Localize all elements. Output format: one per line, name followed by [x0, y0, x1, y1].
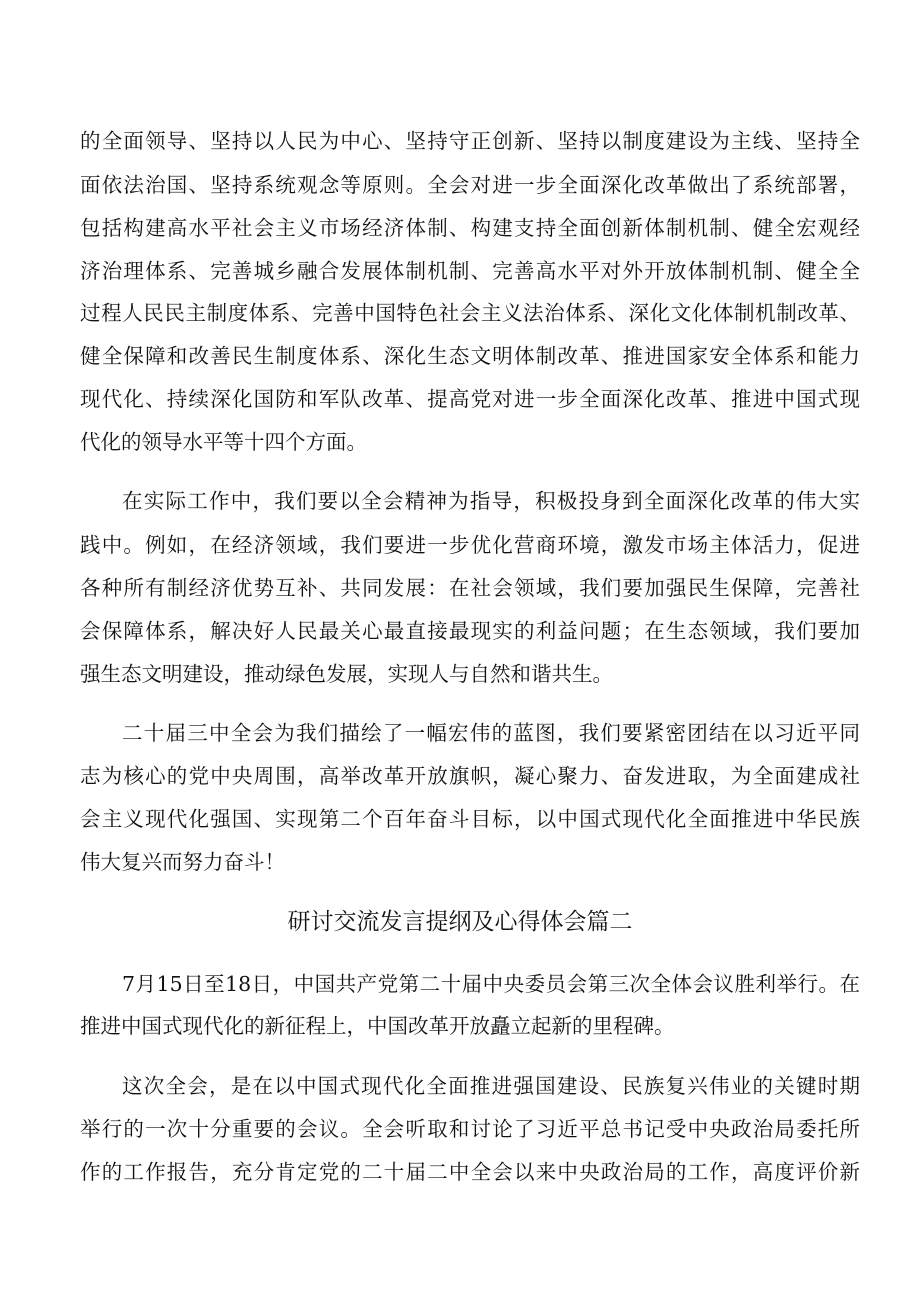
text-line: 健全保障和改善民生制度体系、深化生态文明体制改革、推进国家安全体系和能力 — [80, 344, 860, 368]
text-line: 7月15日至18日，中国共产党第二十届中央委员会第三次全体会议胜利举行。在 — [122, 972, 860, 996]
text-line: 志为核心的党中央周围，高举改革开放旗帜，凝心聚力、奋发进取，为全面建成社 — [80, 764, 860, 788]
text-line: 推进中国式现代化的新征程上，中国改革开放矗立起新的里程碑。 — [80, 1014, 675, 1038]
text-line: 伟大复兴而努力奋斗！ — [80, 850, 285, 874]
text-line: 会保障体系，解决好人民最关心最直接最现实的利益问题；在生态领域，我们要加 — [80, 619, 860, 643]
text-line: 各种所有制经济优势互补、共同发展：在社会领域，我们要加强民生保障，完善社 — [80, 576, 860, 600]
section-heading: 研讨交流发言提纲及心得体会篇二 — [287, 909, 633, 935]
text-line: 作的工作报告，充分肯定党的二十届二中全会以来中央政治局的工作，高度评价新 — [80, 1160, 860, 1184]
text-line: 在实际工作中，我们要以全会精神为指导，积极投身到全面深化改革的伟大实 — [122, 489, 860, 513]
text-line: 践中。例如，在经济领域，我们要进一步优化营商环境，激发市场主体活力，促进 — [80, 533, 860, 557]
text-line: 过程人民民主制度体系、完善中国特色社会主义法治体系、深化文化体制机制改革、 — [80, 301, 860, 325]
text-line: 的全面领导、坚持以人民为中心、坚持守正创新、坚持以制度建设为主线、坚持全 — [80, 129, 860, 153]
text-line: 举行的一次十分重要的会议。全会听取和讨论了习近平总书记受中央政治局委托所 — [80, 1117, 860, 1141]
text-line: 包括构建高水平社会主义市场经济体制、构建支持全面创新体制机制、健全宏观经 — [80, 216, 860, 240]
text-line: 二十届三中全会为我们描绘了一幅宏伟的蓝图，我们要紧密团结在以习近平同 — [122, 721, 860, 745]
text-line: 现代化、持续深化国防和军队改革、提高党对进一步全面深化改革、推进中国式现 — [80, 387, 860, 411]
text-line: 会主义现代化强国、实现第二个百年奋斗目标，以中国式现代化全面推进中华民族 — [80, 807, 860, 831]
text-line: 强生态文明建设，推动绿色发展，实现人与自然和谐共生。 — [80, 662, 613, 686]
text-line: 这次全会，是在以中国式现代化全面推进强国建设、民族复兴伟业的关键时期 — [122, 1074, 860, 1098]
text-line: 济治理体系、完善城乡融合发展体制机制、完善高水平对外开放体制机制、健全全 — [80, 259, 860, 283]
text-line: 代化的领导水平等十四个方面。 — [80, 430, 367, 454]
text-line: 面依法治国、坚持系统观念等原则。全会对进一步全面深化改革做出了系统部署， — [80, 173, 860, 197]
